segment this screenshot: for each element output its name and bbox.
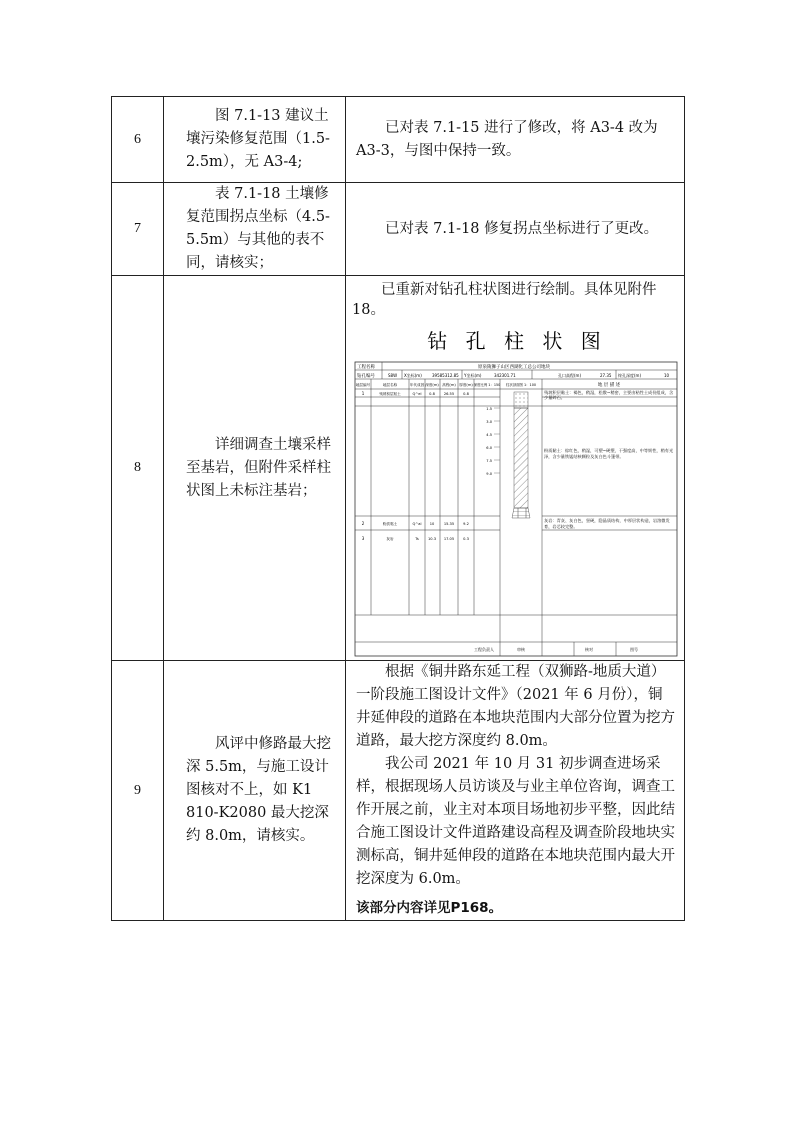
- layer-age: Q^el: [412, 392, 422, 396]
- layer-elev: 15.35: [443, 522, 455, 526]
- project-name: 原泉陵狮子山区西湖化工总公司地块: [478, 365, 550, 370]
- layer-elev: 26.55: [443, 392, 455, 396]
- header-elev: 高程(m): [442, 383, 456, 387]
- column-layer-3: [512, 508, 530, 518]
- borehole-log-figure: [354, 320, 680, 660]
- layer-description: 粉质黏土：棕红色，稍湿，可塑~硬塑，干强度高，中等韧性，稍有光泽，含少量铁锰结核颗粒及灰白色斗篷带。: [544, 448, 674, 459]
- review-comment: 风评中修路最大挖深 5.5m，与施工设计图核对不上，如 K1 810-K2080 最大挖深约 8.0m，请核实。: [164, 661, 346, 921]
- x-value: 39585312.85: [432, 373, 459, 378]
- footer-check: 核对: [585, 647, 593, 652]
- depth-label: 终孔深度(m): [618, 373, 642, 378]
- layer-description: 灰岩：青灰、灰白色，坚硬，隐晶质结构，中厚层状构造，岩溶微发育，岩芯较完整。: [544, 518, 670, 529]
- x-label: X坐标(m): [404, 373, 422, 378]
- layer-depth: 10: [429, 522, 435, 526]
- table-row: [112, 97, 685, 183]
- layer-age: Q^al: [412, 522, 422, 526]
- header-thick: 厚度(m): [459, 383, 473, 387]
- column-layer-1: [514, 392, 528, 408]
- footer-figure-no: 图号: [630, 647, 638, 652]
- figure-title: 钻 孔 柱 状 图: [427, 329, 607, 353]
- depth-tick: 3.0: [486, 420, 492, 424]
- footer-engineer: 工程负责人: [474, 647, 494, 652]
- table-row: [112, 661, 685, 921]
- elev-value: 27.35: [600, 373, 612, 378]
- depth-value: 10: [664, 373, 670, 378]
- row-number: 7: [112, 183, 164, 276]
- column-layer-2: [514, 408, 528, 508]
- depth-tick: 6.0: [486, 446, 492, 450]
- layer-description: 残坡积层黏土：褐色，稍湿，松散~稍密，主要由粘性土成份组成，含少量碎石。: [544, 390, 674, 401]
- response-paragraph: 已对表 7.1-15 进行了修改，将 A3-4 改为 A3-3，与图中保持一致。: [356, 119, 658, 159]
- layer-age: Ts: [415, 537, 419, 541]
- header-depth-scale: 深度比例 1：150: [473, 383, 501, 387]
- response-text: [346, 183, 685, 276]
- row-number: 9: [112, 661, 164, 921]
- layer-no: 1: [361, 391, 365, 396]
- layer-name: 残坡积层粘土: [379, 392, 401, 396]
- layer-thick: 0.8: [463, 392, 469, 396]
- elev-label: 孔口高程(m): [558, 373, 582, 378]
- depth-tick: 1.5: [486, 407, 492, 411]
- response-paragraph: 已对表 7.1-18 修复拐点坐标进行了更改。: [385, 220, 659, 237]
- review-comment: 图 7.1-13 建议土壤污染修复范围（1.5-2.5m），无 A3-4;: [164, 97, 346, 183]
- review-comment: 表 7.1-18 土壤修复范围拐点坐标（4.5-5.5m）与其他的表不同，请核实；: [164, 183, 346, 276]
- layer-no: 2: [361, 521, 365, 526]
- header-description: 地 层 描 述: [597, 383, 621, 388]
- depth-tick: 9.0: [486, 472, 492, 476]
- response-paragraph: 已重新对钻孔柱状图进行绘制。具体见附件 18。: [352, 282, 657, 318]
- footer-review: 审核: [517, 647, 525, 652]
- header-column-scale: 柱状剖面图 1：100: [505, 383, 537, 387]
- review-response-table: [111, 96, 685, 921]
- response-text: [346, 276, 685, 661]
- y-label: Y坐标(m): [464, 373, 482, 378]
- layer-depth: 0.8: [429, 392, 435, 396]
- layer-elev: 17.05: [443, 537, 455, 541]
- review-comment: 详细调查土壤采样至基岩，但附件采样柱状图上未标注基岩；: [164, 276, 346, 661]
- response-paragraph: 根据《铜井路东延工程（双狮路-地质大道）一阶段施工图设计文件》（2021 年 6 月份），铜井延伸段的道路在本地块范围内大部分位置为挖方道路，最大挖方深度约 8.0m。: [356, 664, 675, 749]
- hole-no: S8W: [388, 373, 398, 378]
- project-label: 工程名称: [357, 365, 375, 370]
- response-text: [346, 661, 685, 921]
- header-layer-name: 地层名称: [382, 383, 398, 387]
- row-number: 8: [112, 276, 164, 661]
- header-layer-no: 地层编号: [355, 383, 371, 387]
- header-age: 年代成因: [409, 383, 425, 387]
- table-row: [112, 183, 685, 276]
- layer-thick: 0.3: [463, 537, 469, 541]
- hole-no-label: 钻孔编号: [357, 374, 375, 379]
- layer-no: 3: [361, 536, 365, 541]
- layer-name: 粉质黏土: [382, 522, 398, 526]
- response-paragraph: 我公司 2021 年 10 月 31 初步调查进场采样，根据现场人员访谈及与业主单位咨询，调查工作开展之前，业主对本项目场地初步平整，因此结合施工图设计文件道路建设高程及调查阶段地块实测标高，铜井延伸段的道路在本地块范围内最大开挖深度为 6.0m。: [356, 756, 675, 887]
- depth-tick: 7.5: [486, 459, 492, 463]
- row-number: 6: [112, 97, 164, 183]
- y-value: 342301.71: [494, 373, 516, 378]
- table-row: [112, 276, 685, 661]
- response-text: [346, 97, 685, 183]
- layer-thick: 9.2: [463, 522, 469, 526]
- page-reference-note: 该部分内容详见P168。: [356, 900, 503, 916]
- layer-name: 灰岩: [386, 537, 394, 541]
- layer-depth: 10.3: [427, 537, 437, 541]
- header-depth: 深度(m): [425, 383, 439, 387]
- depth-tick: 4.5: [486, 433, 492, 437]
